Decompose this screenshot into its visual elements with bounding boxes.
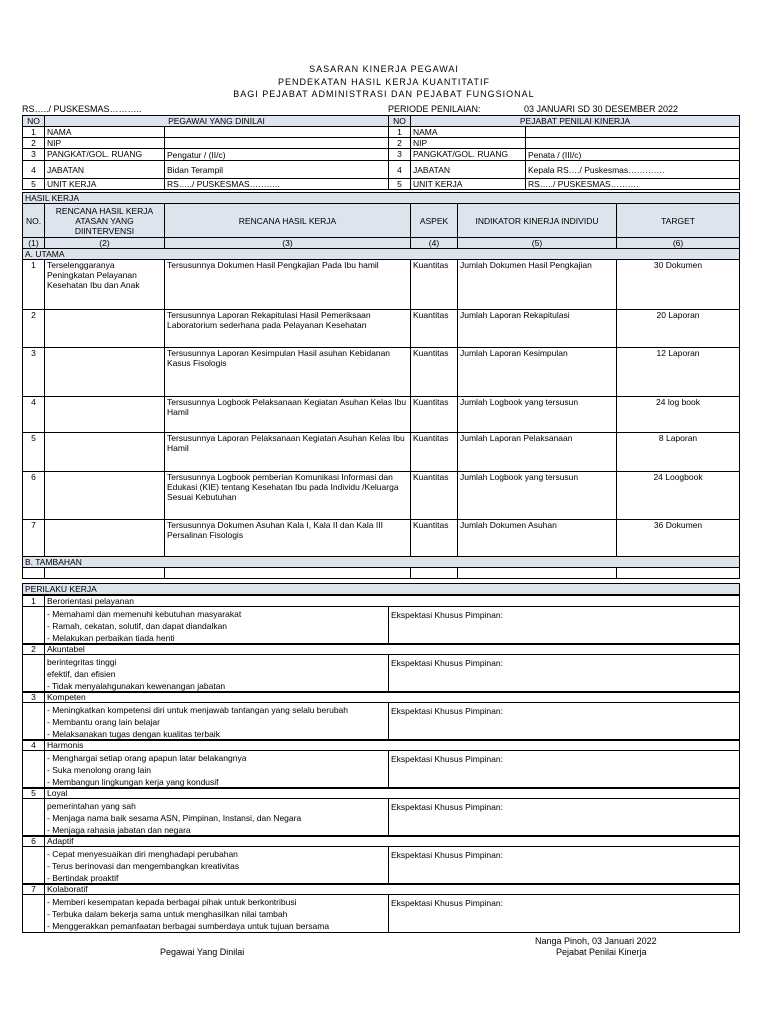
id-row-left-value: RS…../ PUSKESMAS……….. xyxy=(165,179,389,190)
table-row-rencana: Tersusunnya Logbook Pelaksanaan Kegiatan Asuhan Kelas Ibu Hamil xyxy=(165,397,411,433)
col-num: (5) xyxy=(458,238,617,249)
perilaku-kerja-table xyxy=(22,583,740,595)
perilaku-line: - Meningkatkan kompetensi diri untuk menjawab tantangan yang selalu berubah xyxy=(47,705,348,715)
table-row-indikator: Jumlah Logbook yang tersusun xyxy=(458,397,617,433)
perilaku-line: - Menghargai setiap orang apapun latar belakangnya xyxy=(47,753,247,763)
perilaku-spacer xyxy=(23,607,45,645)
table-row-target: 30 Dokumen xyxy=(617,260,740,310)
table-row-rencana: Tersusunnya Laporan Pelaksanaan Kegiatan Asuhan Kelas Ibu Hamil xyxy=(165,433,411,472)
pejabat-title: PEJABAT PENILAI KINERJA xyxy=(411,116,740,127)
table-row-aspek: Kuantitas xyxy=(411,310,458,348)
perilaku-line: - Memahami dan memenuhi kebutuhan masyarakat xyxy=(47,609,242,619)
pejabat-signature-label: Pejabat Penilai Kinerja xyxy=(556,947,647,957)
perilaku-lines xyxy=(45,751,389,789)
perilaku-spacer xyxy=(23,799,45,837)
perilaku-section: PERILAKU KERJA xyxy=(23,584,740,595)
ekspektasi-cell xyxy=(389,703,740,741)
perilaku-line: - Melaksanakan tugas dengan kualitas terbaik xyxy=(47,729,220,739)
col-rencana-header: RENCANA HASIL KERJA xyxy=(165,204,411,238)
id-row-label: NAMA xyxy=(45,127,165,138)
id-row-no: 4 xyxy=(389,161,411,179)
table-row-no: 2 xyxy=(23,310,45,348)
perilaku-title: Kolaboratif xyxy=(45,884,740,895)
col-num: (1) xyxy=(23,238,45,249)
table-row-aspek: Kuantitas xyxy=(411,397,458,433)
id-row-label: NIP xyxy=(411,138,526,149)
table-row-atasan xyxy=(45,348,165,397)
perilaku-line: - Menjaga rahasia jabatan dan negara xyxy=(47,825,191,835)
perilaku-block xyxy=(22,643,740,693)
perilaku-line: - Membangun lingkungan kerja yang kondusif xyxy=(47,777,219,787)
perilaku-lines xyxy=(45,799,389,837)
ekspektasi-cell xyxy=(389,751,740,789)
perilaku-spacer xyxy=(23,703,45,741)
ekspektasi-cell xyxy=(389,847,740,885)
pegawai-signature-label: Pegawai Yang Dinilai xyxy=(160,947,245,957)
id-row-right-value: Penata / (III/c) xyxy=(526,149,740,161)
perilaku-block xyxy=(22,595,740,645)
id-row-right-value: Kepala RS…./ Puskesmas…………. xyxy=(526,161,740,179)
perilaku-no: 6 xyxy=(23,836,45,847)
table-row-indikator: Jumlah Dokumen Hasil Pengkajian xyxy=(458,260,617,310)
col-num: (4) xyxy=(411,238,458,249)
perilaku-line: - Membantu orang lain belajar xyxy=(47,717,160,727)
ekspektasi-cell xyxy=(389,895,740,933)
perilaku-no: 7 xyxy=(23,884,45,895)
table-row-target: 20 Laporan xyxy=(617,310,740,348)
table-row-rencana: Tersusunnya Laporan Kesimpulan Hasil asuhan Kebidanan Kasus Fisologis xyxy=(165,348,411,397)
periode-value: 03 JANUARI SD 30 DESEMBER 2022 xyxy=(524,104,679,114)
id-row-no: 5 xyxy=(389,179,411,190)
ekspektasi-cell xyxy=(389,607,740,645)
doc-title-3: BAGI PEJABAT ADMINISTRASI DAN PEJABAT FUNGSIONAL xyxy=(233,89,535,99)
perilaku-line: - Suka menolong orang lain xyxy=(47,765,151,775)
perilaku-lines xyxy=(45,895,389,933)
tambahan-cell xyxy=(411,568,458,579)
id-row-no: 5 xyxy=(23,179,45,190)
id-row-label: UNIT KERJA xyxy=(411,179,526,190)
table-row-aspek: Kuantitas xyxy=(411,520,458,557)
id-row-label: JABATAN xyxy=(411,161,526,179)
perilaku-title: Adaptif xyxy=(45,836,740,847)
table-row-no: 6 xyxy=(23,472,45,520)
table-row-atasan xyxy=(45,472,165,520)
id-row-left-value xyxy=(165,138,389,149)
id-row-left-value xyxy=(165,127,389,138)
table-row-rencana: Tersusunnya Dokumen Hasil Pengkajian Pada Ibu hamil xyxy=(165,260,411,310)
table-row-no: 4 xyxy=(23,397,45,433)
id-row-label: PANGKAT/GOL. RUANG xyxy=(411,149,526,161)
table-row-atasan xyxy=(45,433,165,472)
table-row-rencana: Tersusunnya Logbook pemberian Komunikasi Informasi dan Edukasi (KIE) tentang Kesehatan Ibu pada Individu /Keluarga Sesuai Kebutuhan xyxy=(165,472,411,520)
perilaku-line: - Terus berinovasi dan mengembangkan kreativitas xyxy=(47,861,240,871)
periode-label: PERIODE PENILAIAN: xyxy=(388,104,481,114)
perilaku-no: 2 xyxy=(23,644,45,655)
table-row-target: 12 Laporan xyxy=(617,348,740,397)
tambahan-cell xyxy=(23,568,45,579)
table-row-indikator: Jumlah Dokumen Asuhan xyxy=(458,520,617,557)
table-row-aspek: Kuantitas xyxy=(411,472,458,520)
tambahan-cell xyxy=(458,568,617,579)
perilaku-title: Berorientasi pelayanan xyxy=(45,596,740,607)
id-row-no: 1 xyxy=(389,127,411,138)
table-row-atasan: Terselenggaranya Peningkatan Pelayanan Kesehatan Ibu dan Anak xyxy=(45,260,165,310)
table-row-aspek: Kuantitas xyxy=(411,260,458,310)
table-row-rencana: Tersusunnya Laporan Rekapitulasi Hasil Pemeriksaan Laboratorium sederhana pada Pelayanan Kesehatan xyxy=(165,310,411,348)
table-row-indikator: Jumlah Laporan Rekapitulasi xyxy=(458,310,617,348)
perilaku-title: Kompeten xyxy=(45,692,740,703)
perilaku-block xyxy=(22,739,740,789)
id-row-right-value xyxy=(526,138,740,149)
perilaku-lines xyxy=(45,847,389,885)
table-row-target: 8 Laporan xyxy=(617,433,740,472)
table-row-rencana: Tersusunnya Dokumen Asuhan Kala I, Kala II dan Kala III Persalinan Fisologis xyxy=(165,520,411,557)
identity-table xyxy=(22,115,740,190)
table-row-atasan xyxy=(45,310,165,348)
perilaku-line: - Memberi kesempatan kepada berbagai pihak untuk berkontribusi xyxy=(47,897,297,907)
doc-title-2: PENDEKATAN HASIL KERJA KUANTITATIF xyxy=(277,77,491,87)
id-row-left-value: Bidan Terampil xyxy=(165,161,389,179)
perilaku-spacer xyxy=(23,751,45,789)
perilaku-line: - Menggerakkan pemanfaatan berbagai sumberdaya untuk tujuan bersama xyxy=(47,921,330,931)
table-row-target: 36 Dokumen xyxy=(617,520,740,557)
pegawai-title: PEGAWAI YANG DINILAI xyxy=(45,116,389,127)
tambahan-section: B. TAMBAHAN xyxy=(23,557,740,568)
col-target-header: TARGET xyxy=(617,204,740,238)
tambahan-cell xyxy=(45,568,165,579)
perilaku-block xyxy=(22,691,740,741)
id-no-header-right: NO xyxy=(389,116,411,127)
id-row-label: NIP xyxy=(45,138,165,149)
table-row-no: 1 xyxy=(23,260,45,310)
ekspektasi-cell xyxy=(389,799,740,837)
perilaku-line: - Tidak menyalahgunakan kewenangan jabatan xyxy=(47,681,226,691)
ekspektasi-label: Ekspektasi Khusus Pimpinan: xyxy=(391,658,503,668)
table-row-target: 24 log book xyxy=(617,397,740,433)
perilaku-lines xyxy=(45,703,389,741)
id-row-label: NAMA xyxy=(411,127,526,138)
perilaku-block xyxy=(22,835,740,885)
perilaku-title: Loyal xyxy=(45,788,740,799)
perilaku-spacer xyxy=(23,847,45,885)
perilaku-line: - Cepat menyesuaikan diri menghadapi perubahan xyxy=(47,849,238,859)
col-aspek-header: ASPEK xyxy=(411,204,458,238)
hasil-kerja-table xyxy=(22,192,740,579)
perilaku-line: - Menjaga nama baik sesama ASN, Pimpinan, Instansi, dan Negara xyxy=(47,813,302,823)
perilaku-title: Harmonis xyxy=(45,740,740,751)
col-no-header: NO. xyxy=(23,204,45,238)
col-atasan-header: RENCANA HASIL KERJA ATASAN YANG DIINTERVENSI xyxy=(45,204,165,238)
table-row-no: 5 xyxy=(23,433,45,472)
table-row-indikator: Jumlah Laporan Kesimpulan xyxy=(458,348,617,397)
id-row-no: 2 xyxy=(23,138,45,149)
perilaku-spacer xyxy=(23,655,45,693)
table-row-atasan xyxy=(45,520,165,557)
perilaku-line: efektif, dan efisien xyxy=(47,669,116,679)
ekspektasi-label: Ekspektasi Khusus Pimpinan: xyxy=(391,898,503,908)
col-indikator-header: INDIKATOR KINERJA INDIVIDU xyxy=(458,204,617,238)
perilaku-no: 3 xyxy=(23,692,45,703)
ekspektasi-label: Ekspektasi Khusus Pimpinan: xyxy=(391,706,503,716)
table-row-indikator: Jumlah Laporan Pelaksanaan xyxy=(458,433,617,472)
ekspektasi-label: Ekspektasi Khusus Pimpinan: xyxy=(391,754,503,764)
table-row-target: 24 Loogbook xyxy=(617,472,740,520)
perilaku-line: - Bertindak proaktif xyxy=(47,873,119,883)
perilaku-line: - Melakukan perbaikan tiada henti xyxy=(47,633,175,643)
perilaku-block xyxy=(22,787,740,837)
doc-title-1: SASARAN KINERJA PEGAWAI xyxy=(309,64,459,74)
id-row-no: 3 xyxy=(389,149,411,161)
perilaku-line: berintegritas tinggi xyxy=(47,657,117,667)
id-row-right-value: RS…../ PUSKESMAS………. xyxy=(526,179,740,190)
id-row-label: PANGKAT/GOL. RUANG xyxy=(45,149,165,161)
perilaku-lines xyxy=(45,655,389,693)
hasil-kerja-section: HASIL KERJA xyxy=(23,193,740,204)
id-row-no: 2 xyxy=(389,138,411,149)
id-row-no: 1 xyxy=(23,127,45,138)
id-row-label: JABATAN xyxy=(45,161,165,179)
col-num: (3) xyxy=(165,238,411,249)
tambahan-cell xyxy=(617,568,740,579)
perilaku-line: pemerintahan yang sah xyxy=(47,801,136,811)
table-row-no: 7 xyxy=(23,520,45,557)
ekspektasi-label: Ekspektasi Khusus Pimpinan: xyxy=(391,802,503,812)
perilaku-spacer xyxy=(23,895,45,933)
utama-section: A. UTAMA xyxy=(23,249,740,260)
ekspektasi-label: Ekspektasi Khusus Pimpinan: xyxy=(391,850,503,860)
perilaku-title: Akuntabel xyxy=(45,644,740,655)
perilaku-line: - Ramah, cekatan, solutif, dan dapat diandalkan xyxy=(47,621,228,631)
table-row-no: 3 xyxy=(23,348,45,397)
perilaku-line: - Terbuka dalam bekerja sama untuk menghasilkan nilai tambah xyxy=(47,909,288,919)
place-date: Nanga Pinoh, 03 Januari 2022 xyxy=(535,936,657,946)
ekspektasi-label: Ekspektasi Khusus Pimpinan: xyxy=(391,610,503,620)
table-row-indikator: Jumlah Logbook yang tersusun xyxy=(458,472,617,520)
id-row-right-value xyxy=(526,127,740,138)
perilaku-no: 4 xyxy=(23,740,45,751)
table-row-aspek: Kuantitas xyxy=(411,433,458,472)
header-left: RS…../ PUSKESMAS……….. xyxy=(22,104,142,114)
col-num: (2) xyxy=(45,238,165,249)
tambahan-cell xyxy=(165,568,411,579)
perilaku-no: 5 xyxy=(23,788,45,799)
col-num: (6) xyxy=(617,238,740,249)
perilaku-no: 1 xyxy=(23,596,45,607)
id-row-label: UNIT KERJA xyxy=(45,179,165,190)
id-row-no: 4 xyxy=(23,161,45,179)
perilaku-block xyxy=(22,883,740,933)
id-row-no: 3 xyxy=(23,149,45,161)
id-no-header-left: NO xyxy=(23,116,45,127)
perilaku-lines xyxy=(45,607,389,645)
table-row-atasan xyxy=(45,397,165,433)
table-row-aspek: Kuantitas xyxy=(411,348,458,397)
id-row-left-value: Pengatur / (II/c) xyxy=(165,149,389,161)
ekspektasi-cell xyxy=(389,655,740,693)
